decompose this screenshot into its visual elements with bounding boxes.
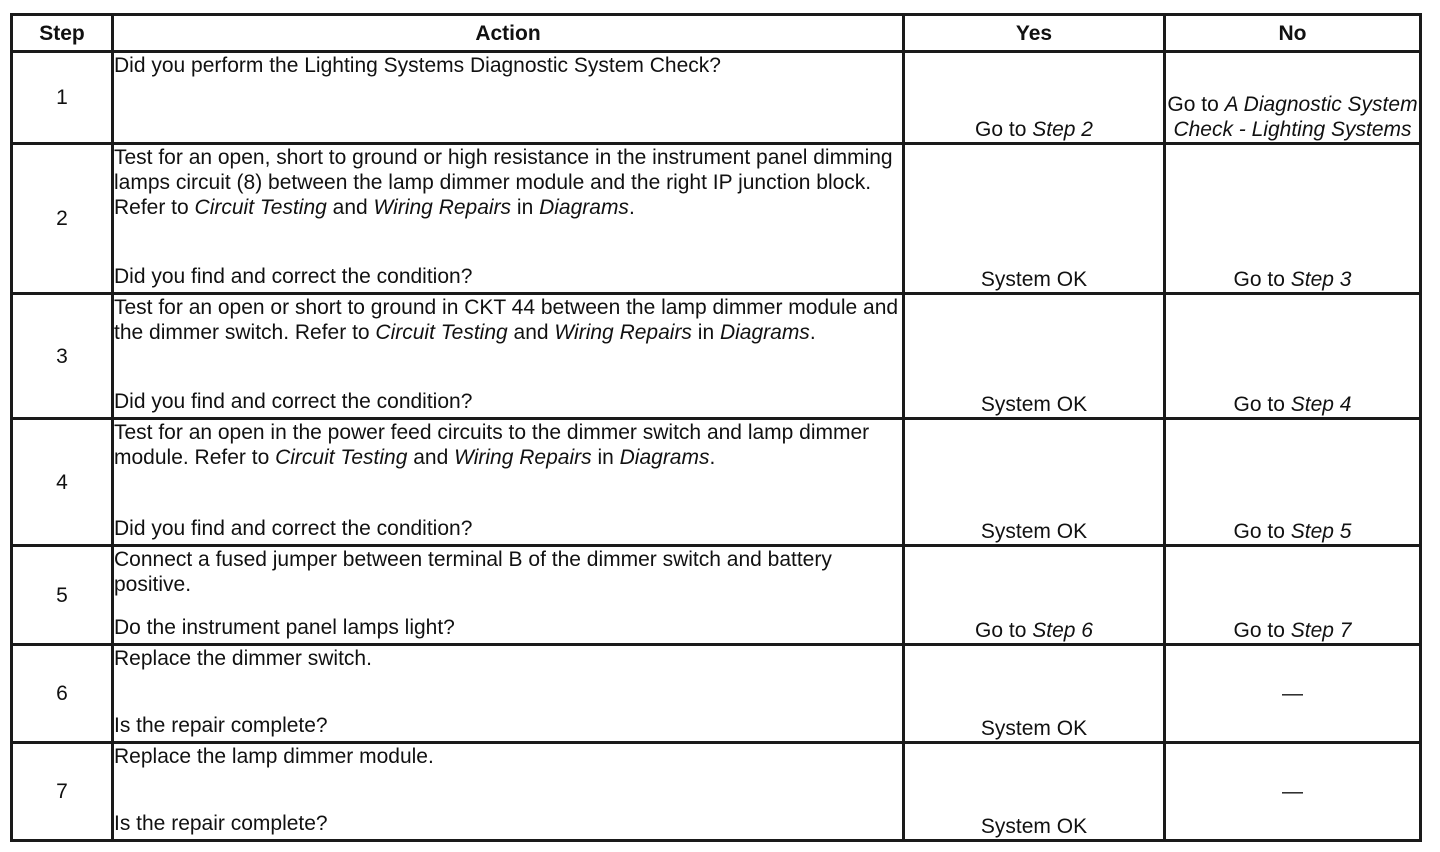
text-segment: Replace the lamp dimmer module. [114,745,434,768]
action-question [114,389,902,414]
action-question [114,264,902,289]
text-segment: System OK [980,268,1088,291]
action-cell [113,294,904,419]
text-segment: . [709,446,716,469]
text-segment: — [1282,780,1303,803]
table-row [12,419,1421,546]
text-segment: Connect a fused jumper between terminal B of the dimmer switch and battery positive. [114,548,832,596]
text-segment: Is the repair complete? [114,714,328,737]
header-no: No [1165,15,1421,52]
text-segment: and [507,321,555,344]
yes-result [904,419,1165,546]
yes-result [904,743,1165,841]
no-result [1165,144,1421,294]
no-result [1165,419,1421,546]
italic-reference: Circuit Testing [275,446,408,469]
action-cell [113,144,904,294]
italic-reference: Step 5 [1290,520,1352,543]
text-segment: Did you find and correct the condition? [114,517,473,540]
text-segment: Go to [1233,393,1291,416]
yes-result [904,52,1165,144]
text-segment: and [407,446,455,469]
text-segment: Is the repair complete? [114,812,328,835]
action-instruction [114,547,902,597]
header-action: Action [113,15,904,52]
italic-reference: A Diagnostic System Check - Lighting Systems [1173,93,1418,141]
text-segment: in [511,196,540,219]
italic-reference: Step 4 [1290,393,1352,416]
text-segment: Test for an open in the power feed circuits to the dimmer switch and lamp dimmer module. Refer to [114,421,870,469]
italic-reference: Diagrams [619,446,710,469]
action-content [114,547,902,640]
table-row [12,294,1421,419]
action-content [114,744,902,836]
text-segment: Do the instrument panel lamps light? [114,616,455,639]
action-instruction [114,53,902,78]
text-segment: — [1282,682,1303,705]
italic-reference: Step 7 [1290,619,1352,642]
yes-result [904,645,1165,743]
italic-reference: Diagrams [719,321,810,344]
text-segment: Go to [1233,520,1291,543]
text-segment: Go to [975,619,1033,642]
yes-result [904,144,1165,294]
yes-result [904,546,1165,645]
yes-result [904,294,1165,419]
action-instruction [114,420,902,470]
step-number: 2 [12,144,113,294]
table-body [12,52,1421,841]
table-row [12,743,1421,841]
action-instruction [114,646,902,671]
header-step: Step [12,15,113,52]
step-number: 6 [12,645,113,743]
action-content [114,295,902,414]
action-content [114,420,902,541]
italic-reference: Step 3 [1290,268,1352,291]
header-row [12,15,1421,52]
table-row [12,144,1421,294]
text-segment: Did you find and correct the condition? [114,265,473,288]
text-segment: in [591,446,620,469]
text-segment: Go to [1233,619,1291,642]
no-result [1165,294,1421,419]
no-result [1165,645,1421,743]
action-content [114,53,902,139]
action-cell [113,52,904,144]
step-number: 4 [12,419,113,546]
action-question [114,811,902,836]
text-segment: Did you find and correct the condition? [114,390,473,413]
text-segment: Test for an open, short to ground or high resistance in the instrument panel dimming lamps circuit (8) between the lamp dimmer module and the right IP junction block. Refer to [114,146,893,219]
action-cell [113,419,904,546]
text-segment: System OK [980,717,1088,740]
italic-reference: Wiring Repairs [554,321,692,344]
text-segment: Did you perform the Lighting Systems Diagnostic System Check? [114,54,721,77]
italic-reference: Diagrams [539,196,629,219]
italic-reference: Circuit Testing [194,196,327,219]
action-cell [113,546,904,645]
action-instruction [114,145,902,220]
italic-reference: Circuit Testing [375,321,508,344]
italic-reference: Step 6 [1032,619,1093,642]
step-number: 7 [12,743,113,841]
action-instruction [114,295,902,345]
table-row [12,645,1421,743]
step-number: 1 [12,52,113,144]
action-instruction [114,744,902,769]
text-segment: and [326,196,374,219]
text-segment: . [628,196,635,219]
text-segment: Go to [1233,268,1291,291]
diagnostic-table [10,13,1422,842]
action-cell [113,645,904,743]
step-number: 5 [12,546,113,645]
italic-reference: Step 2 [1032,118,1093,141]
action-content [114,646,902,738]
action-question [114,615,902,640]
italic-reference: Wiring Repairs [454,446,592,469]
text-segment: System OK [980,393,1088,416]
action-content [114,145,902,289]
no-result [1165,546,1421,645]
text-segment: . [809,321,816,344]
italic-reference: Wiring Repairs [373,196,512,219]
table-header [12,15,1421,52]
text-segment: System OK [980,520,1088,543]
action-question [114,516,902,541]
header-yes: Yes [904,15,1165,52]
table-row [12,546,1421,645]
text-segment: System OK [980,815,1088,838]
text-segment: Replace the dimmer switch. [114,647,372,670]
action-cell [113,743,904,841]
table-row [12,52,1421,144]
text-segment: in [691,321,720,344]
text-segment: Test for an open or short to ground in CKT 44 between the lamp dimmer module and the dimmer switch. Refer to [114,296,899,344]
action-question [114,713,902,738]
text-segment: Go to [975,118,1033,141]
no-result [1165,52,1421,144]
text-segment: Go to [1167,93,1225,116]
no-result [1165,743,1421,841]
step-number: 3 [12,294,113,419]
